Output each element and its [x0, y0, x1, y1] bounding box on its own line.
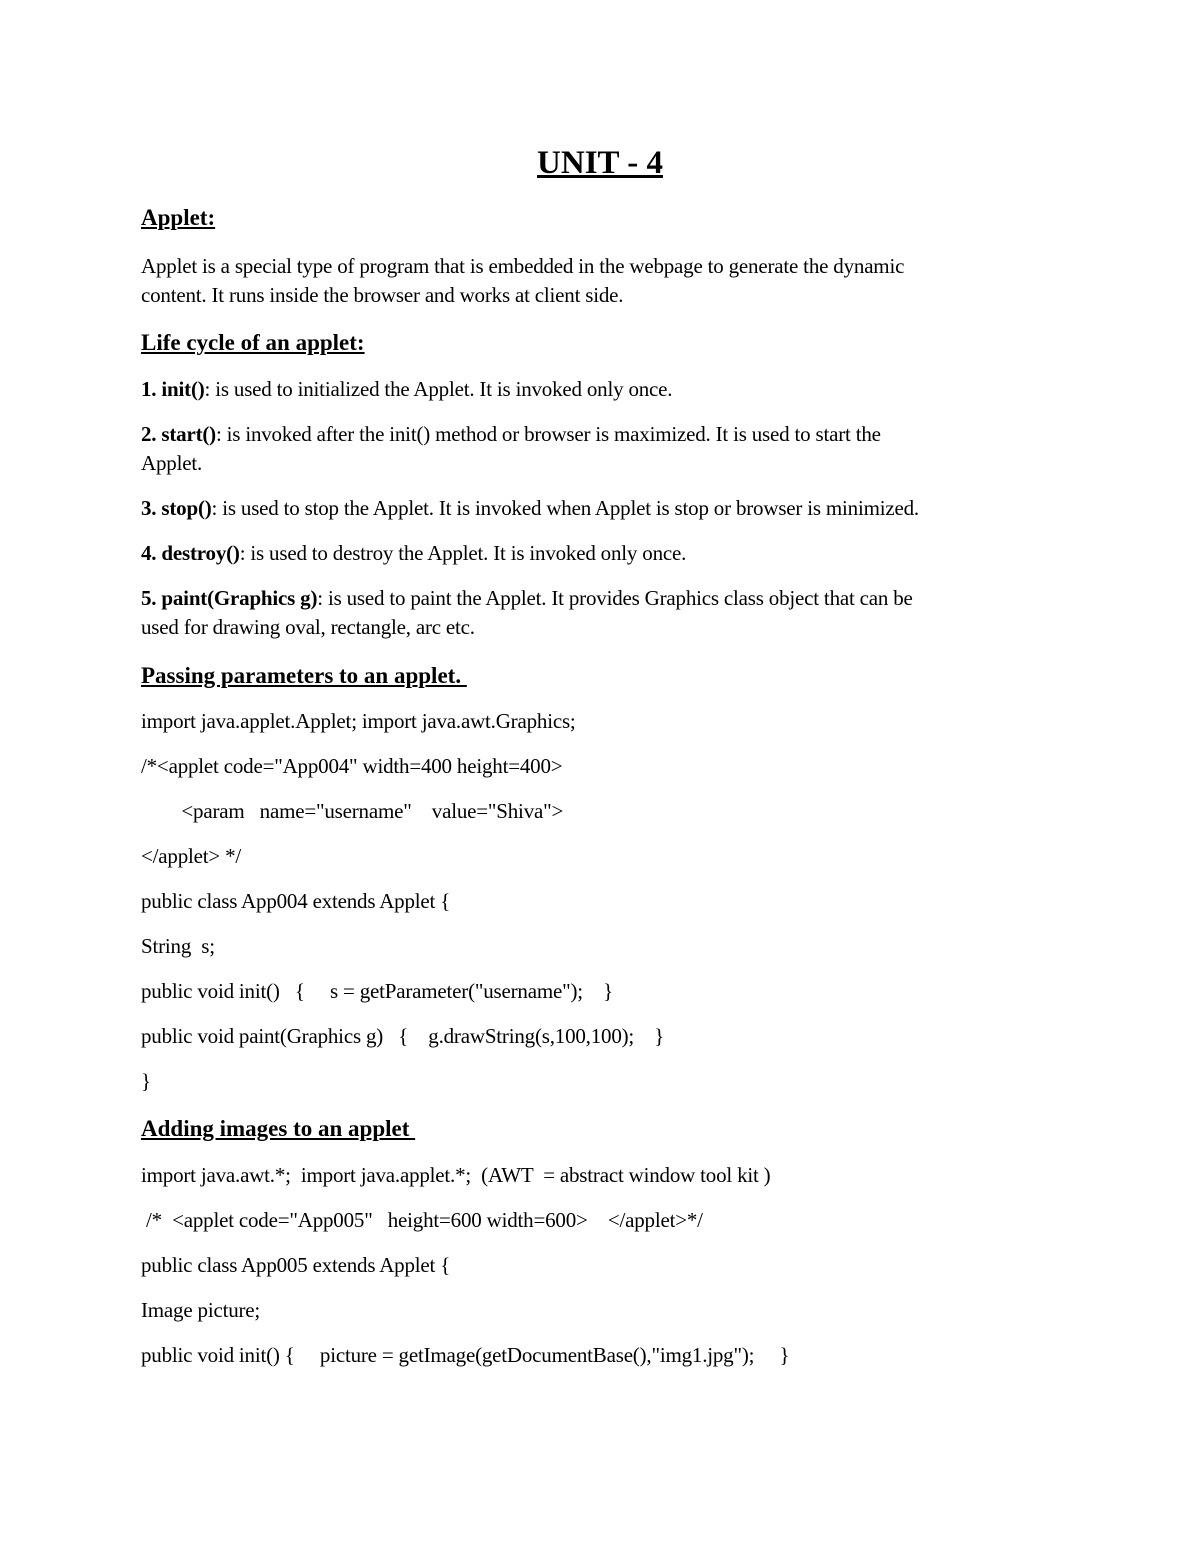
code-line: /*<applet code="App004" width=400 height=400> — [141, 754, 563, 778]
item-number: 5. — [141, 586, 162, 610]
method-name: destroy() — [161, 541, 240, 565]
code-line: public class App004 extends Applet { — [141, 889, 451, 913]
life-cycle-item-start — [141, 420, 881, 449]
heading-adding-images: Adding images to an applet — [141, 1116, 416, 1141]
item-text: : is invoked after the init() method or browser is maximized. It is used to start the — [215, 422, 881, 446]
item-number: 1. — [141, 377, 162, 401]
code-line: public void paint(Graphics g) { g.drawString(s,100,100); } — [141, 1024, 665, 1048]
life-cycle-item-start-continued: Applet. — [141, 451, 203, 475]
applet-paragraph-line-1: Applet is a special type of program that is embedded in the webpage to generate the dynamic — [141, 254, 905, 278]
code-line: String s; — [141, 934, 215, 958]
code-line: <param name="username" value="Shiva"> — [141, 799, 564, 823]
life-cycle-item-paint-continued: used for drawing oval, rectangle, arc etc. — [141, 615, 475, 639]
code-line: } — [141, 1069, 151, 1093]
method-name: init() — [161, 377, 205, 401]
item-text: : is used to stop the Applet. It is invoked when Applet is stop or browser is minimized. — [211, 496, 919, 520]
method-name: paint(Graphics g) — [161, 586, 318, 610]
code-line: import java.applet.Applet; import java.awt.Graphics; — [141, 709, 576, 733]
code-line: public void init() { s = getParameter("username"); } — [141, 979, 613, 1003]
method-name: stop() — [161, 496, 212, 520]
life-cycle-item-init — [141, 375, 672, 404]
page-title: UNIT - 4 — [537, 145, 663, 181]
life-cycle-item-destroy — [141, 539, 686, 568]
code-line: Image picture; — [141, 1298, 261, 1322]
code-line: public void init() { picture = getImage(getDocumentBase(),"img1.jpg"); } — [141, 1343, 790, 1367]
applet-paragraph-line-2: content. It runs inside the browser and works at client side. — [141, 283, 624, 307]
code-line: </applet> */ — [141, 844, 242, 868]
heading-life-cycle: Life cycle of an applet: — [141, 330, 365, 355]
heading-passing-parameters: Passing parameters to an applet. — [141, 663, 467, 688]
item-number: 4. — [141, 541, 162, 565]
code-line: /* <applet code="App005" height=600 width=600> </applet>*/ — [141, 1208, 703, 1232]
life-cycle-item-paint — [141, 584, 913, 613]
life-cycle-item-stop — [141, 494, 919, 523]
method-name: start() — [161, 422, 216, 446]
item-number: 2. — [141, 422, 162, 446]
item-text: : is used to initialized the Applet. It is invoked only once. — [204, 377, 673, 401]
item-number: 3. — [141, 496, 162, 520]
item-text: : is used to destroy the Applet. It is invoked only once. — [239, 541, 687, 565]
heading-applet: Applet: — [141, 205, 216, 230]
item-text: : is used to paint the Applet. It provides Graphics class object that can be — [317, 586, 913, 610]
code-line: import java.awt.*; import java.applet.*; (AWT = abstract window tool kit ) — [141, 1163, 771, 1187]
code-line: public class App005 extends Applet { — [141, 1253, 451, 1277]
